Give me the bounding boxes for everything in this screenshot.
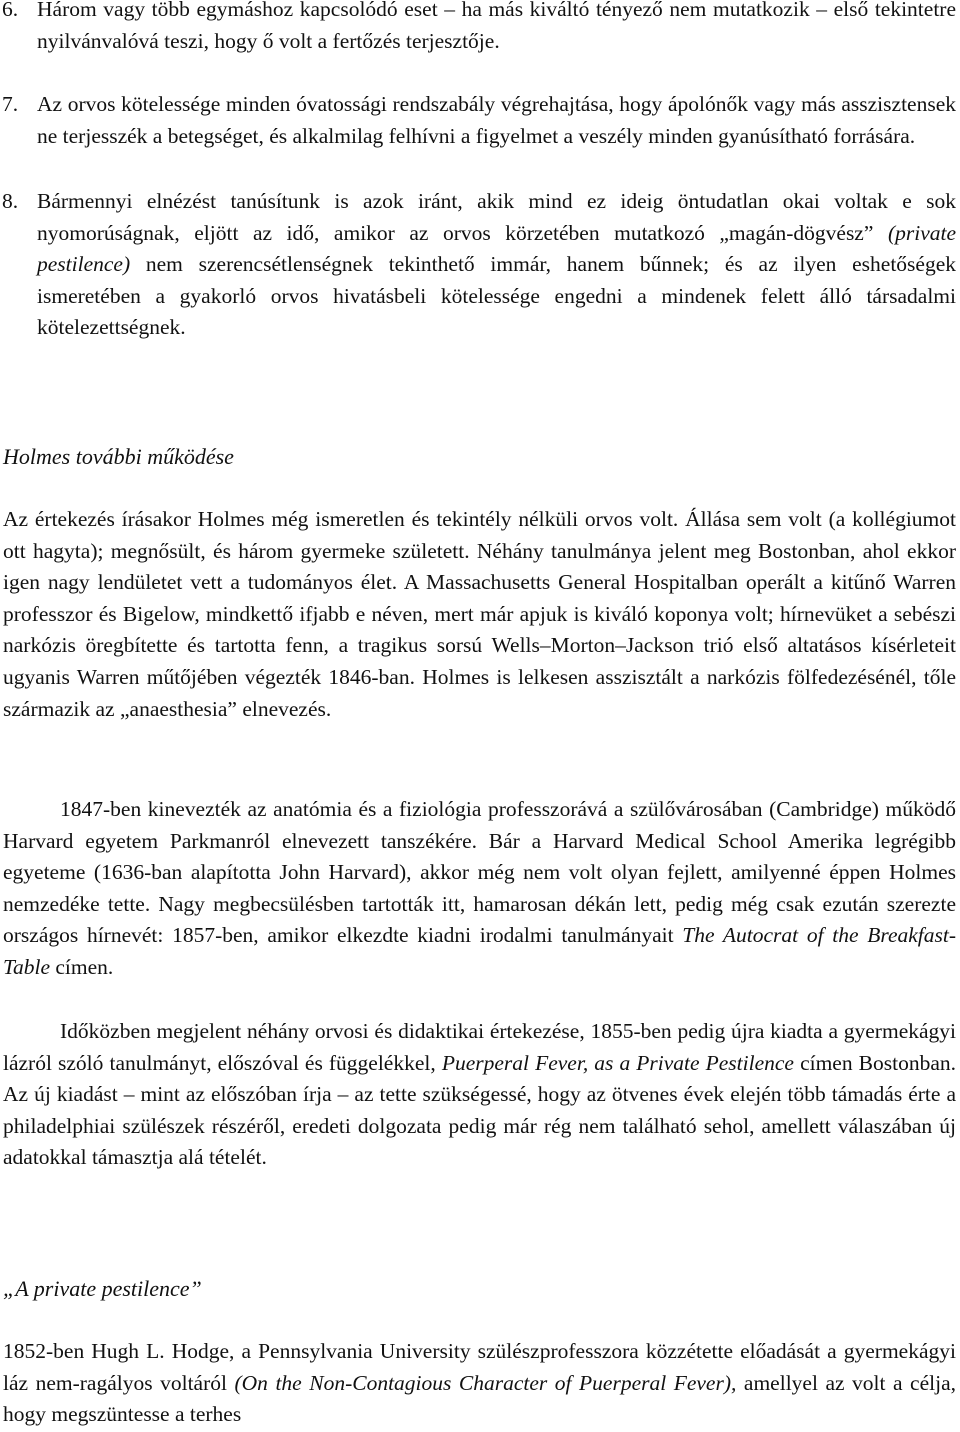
section-heading: Holmes további működése bbox=[3, 444, 234, 469]
list-item-text: nem szerencsétlenségnek tekinthető immár, hanem bűnnek; és az ilyen eshetőségek ismeretében a gyakorló orvos hivatásbeli kötelessége engedni a mindenek felett álló társadalmi kötelezettségnek. bbox=[37, 252, 956, 340]
list-number: 7. bbox=[2, 92, 19, 116]
section-heading: „A private pestilence” bbox=[3, 1276, 202, 1301]
list-item-text: Három vagy több egymáshoz kapcsolódó eset – ha más kiváltó tényező nem mutatkozik – első tekintetre nyilvánvalóvá teszi, hogy ő volt a fertőzés terjesztője. bbox=[37, 0, 956, 53]
paragraph-text: címen Bostonban. Az új kiadást – mint az előszóban írja – az tette szükségessé, hogy az ötvenes évek elején több támadás érte a philadelphiai szülészek részéről, eredeti dolgozata pedig már rég nem található sehol, amellett válaszában új adatokkal támasztja alá tételét. bbox=[3, 1050, 957, 1170]
list-item-8 bbox=[0, 186, 956, 344]
book-title: Puerperal Fever, as a Private Pestilence bbox=[441, 1050, 794, 1075]
paragraph-text: Időközben megjelent néhány orvosi és didaktikai értekezése, 1855-ben pedig újra kiadta a gyermekágyi lázról szóló tanulmányt, előszóval és függelékkel, bbox=[3, 1019, 956, 1075]
list-item-7 bbox=[0, 89, 956, 152]
work-title: (On the Non-Contagious Character of Puerperal Fever), bbox=[234, 1370, 737, 1395]
book-title: The Autocrat of the Breakfast-Table bbox=[3, 923, 957, 979]
paragraph-text: 1847-ben kinevezték az anatómia és a fiziológia professzorává a szülővárosában (Cambridge) működő Harvard egyetem Parkmanról elnevezett tanszékére. Bár a Harvard Medical School Amerika legrégibb egyeteme (1636-ban alapította John Harvard), akkor még nem volt olyan fejlett, amilyenné éppen Holmes nemzedéke tette. Nagy megbecsülésben tartották itt, hamarosan dékán lett, pedig még csak ezután szerezte országos hírnevét: 1857-ben, amikor elkezdte kiadni irodalmi tanulmányait bbox=[3, 797, 956, 948]
paragraph bbox=[3, 1016, 956, 1174]
paragraph-text: amellyel az volt a célja, hogy megszüntesse a terhes bbox=[3, 1370, 957, 1427]
paragraph-text: címen. bbox=[55, 954, 114, 979]
paragraph bbox=[3, 794, 956, 984]
list-item-text: Bármennyi elnézést tanúsítunk is azok iránt, akik mind ez ideig öntudatlan okai voltak e sok nyomorúságnak, eljött az idő, amikor az orvos körzetében mutatkozó „magán-dögvész” bbox=[37, 189, 956, 245]
list-item-italic-text: (private pestilence) bbox=[37, 220, 956, 277]
paragraph: Az értekezés írásakor Holmes még ismeretlen és tekintély nélküli orvos volt. Állása sem volt (a kollégiumot ott hagyta); megnősült, és három gyermeke született. Néhány tanulmánya jelent meg Bostonban, ahol ekkor igen nagy lendületet vett a tudományos élet. A Massachusetts General Hospitalban operált a kitűnő Warren professzor és Bigelow, mindkettő ifjabb e néven, mert már apjuk is kiváló koponya volt; hírnevüket a sebészi narkózis öregbítette és tartotta fenn, a tragikus sorsú Wells–Morton–Jackson trió első altatásos kísérleteit ugyanis Warren műtőjében végezték 1846-ban. Holmes is lelkesen asszisztált a narkózis fölfedezésénél, tőle származik az „anaesthesia” elnevezés. bbox=[3, 507, 956, 721]
list-item-6 bbox=[0, 0, 956, 57]
paragraph bbox=[3, 1336, 956, 1431]
list-number: 8. bbox=[2, 189, 19, 213]
paragraph-text: 1852-ben Hugh L. Hodge, a Pennsylvania University szülészprofesszora közzétette előadását a gyermekágyi láz nem-ragályos voltáról bbox=[3, 1339, 956, 1395]
list-number: 6. bbox=[2, 0, 19, 21]
list-item-text: Az orvos kötelessége minden óvatossági rendszabály végrehajtása, hogy ápolónők vagy más asszisztensek ne terjesszék a betegséget, és alkalmilag felhívni a figyelmet a veszély minden gyanúsítható forrására. bbox=[37, 92, 956, 148]
